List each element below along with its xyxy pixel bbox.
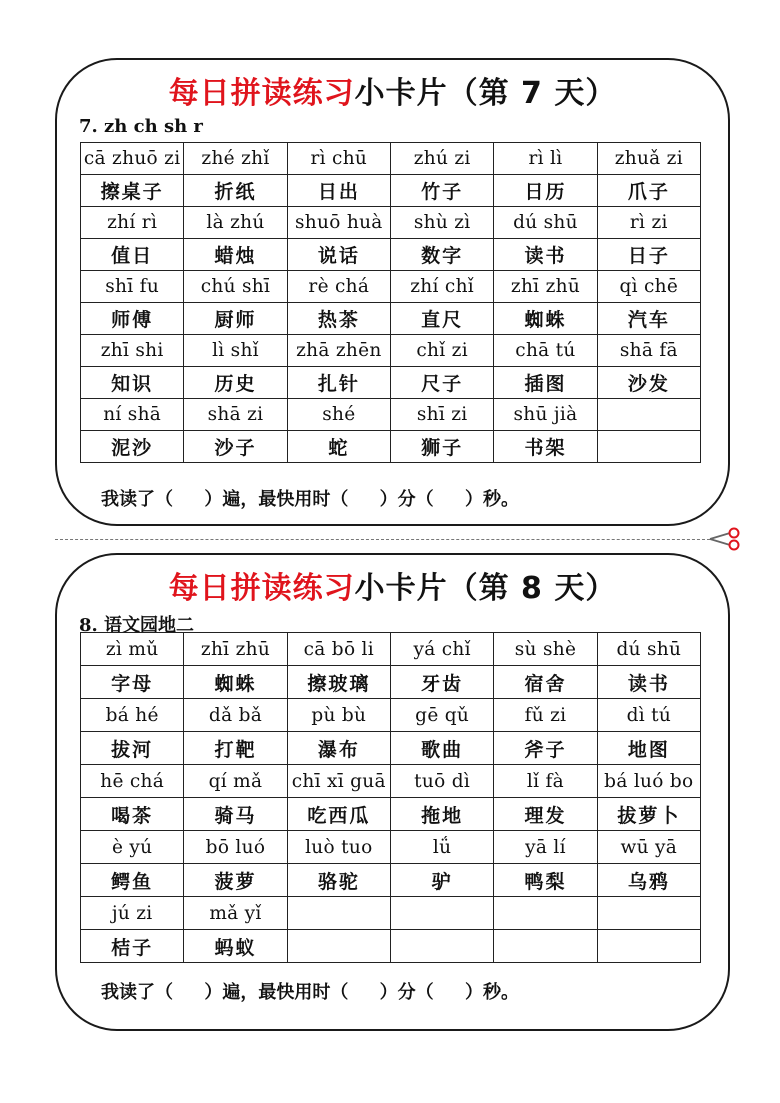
pinyin-cell: shū jià — [494, 399, 597, 431]
hanzi-row — [81, 864, 701, 897]
pinyin-cell — [494, 897, 597, 930]
title-red-part: 每日拼读练习 — [168, 76, 355, 111]
pinyin-cell: dú shū — [597, 633, 700, 666]
pinyin-row — [81, 633, 701, 666]
pinyin-cell: tuō dì — [390, 765, 493, 798]
pinyin-cell: shā zi — [184, 399, 287, 431]
pinyin-cell: ní shā — [81, 399, 184, 431]
hanzi-cell: 吃西瓜 — [287, 798, 390, 831]
practice-card-day-8 — [55, 553, 730, 1031]
hanzi-row — [81, 303, 701, 335]
hanzi-row — [81, 930, 701, 963]
pinyin-cell — [597, 399, 700, 431]
pinyin-cell: shī fu — [81, 271, 184, 303]
word-grid — [80, 142, 701, 463]
hanzi-cell: 日历 — [494, 175, 597, 207]
pinyin-cell: zhā zhēn — [287, 335, 390, 367]
lesson-subtitle: 7. zh ch sh r — [79, 116, 203, 137]
hanzi-cell: 日子 — [597, 239, 700, 271]
pinyin-cell: zì mǔ — [81, 633, 184, 666]
pinyin-cell: hē chá — [81, 765, 184, 798]
hanzi-cell: 斧子 — [494, 732, 597, 765]
pinyin-row — [81, 831, 701, 864]
pinyin-cell: chī xī guā — [287, 765, 390, 798]
card-title — [57, 68, 728, 112]
pinyin-cell: cā bō li — [287, 633, 390, 666]
hanzi-cell: 热茶 — [287, 303, 390, 335]
pinyin-cell: chú shī — [184, 271, 287, 303]
hanzi-cell: 值日 — [81, 239, 184, 271]
hanzi-row — [81, 732, 701, 765]
pinyin-cell: dì tú — [597, 699, 700, 732]
hanzi-cell — [597, 431, 700, 463]
hanzi-cell: 读书 — [494, 239, 597, 271]
hanzi-cell: 师傅 — [81, 303, 184, 335]
hanzi-row — [81, 431, 701, 463]
hanzi-cell: 理发 — [494, 798, 597, 831]
pinyin-cell: zhī zhū — [184, 633, 287, 666]
hanzi-cell: 鳄鱼 — [81, 864, 184, 897]
hanzi-cell: 尺子 — [390, 367, 493, 399]
pinyin-cell: lǘ — [390, 831, 493, 864]
pinyin-cell: qì chē — [597, 271, 700, 303]
pinyin-row — [81, 897, 701, 930]
pinyin-cell: è yú — [81, 831, 184, 864]
hanzi-cell: 桔子 — [81, 930, 184, 963]
hanzi-cell: 沙子 — [184, 431, 287, 463]
hanzi-cell: 鸭梨 — [494, 864, 597, 897]
hanzi-cell: 竹子 — [390, 175, 493, 207]
hanzi-cell: 歌曲 — [390, 732, 493, 765]
pinyin-cell: mǎ yǐ — [184, 897, 287, 930]
pinyin-cell: shuō huà — [287, 207, 390, 239]
pinyin-cell: zhī zhū — [494, 271, 597, 303]
hanzi-cell: 书架 — [494, 431, 597, 463]
pinyin-cell: zhuǎ zi — [597, 143, 700, 175]
pinyin-row — [81, 765, 701, 798]
hanzi-cell: 蜘蛛 — [494, 303, 597, 335]
hanzi-cell: 字母 — [81, 666, 184, 699]
hanzi-cell: 拖地 — [390, 798, 493, 831]
hanzi-cell: 汽车 — [597, 303, 700, 335]
pinyin-cell: jú zi — [81, 897, 184, 930]
hanzi-cell — [390, 930, 493, 963]
hanzi-cell: 扎针 — [287, 367, 390, 399]
pinyin-row — [81, 335, 701, 367]
hanzi-cell: 骑马 — [184, 798, 287, 831]
hanzi-cell: 骆驼 — [287, 864, 390, 897]
hanzi-cell: 菠萝 — [184, 864, 287, 897]
pinyin-cell: gē qǔ — [390, 699, 493, 732]
pinyin-cell: rì zi — [597, 207, 700, 239]
hanzi-cell: 数字 — [390, 239, 493, 271]
hanzi-cell: 牙齿 — [390, 666, 493, 699]
hanzi-cell: 喝茶 — [81, 798, 184, 831]
hanzi-cell: 拔河 — [81, 732, 184, 765]
pinyin-cell: shù zì — [390, 207, 493, 239]
hanzi-cell: 沙发 — [597, 367, 700, 399]
hanzi-row — [81, 666, 701, 699]
pinyin-cell: bō luó — [184, 831, 287, 864]
pinyin-cell: shī zi — [390, 399, 493, 431]
pinyin-cell: zhí chǐ — [390, 271, 493, 303]
pinyin-cell: cā zhuō zi — [81, 143, 184, 175]
pinyin-cell: sù shè — [494, 633, 597, 666]
hanzi-cell: 说话 — [287, 239, 390, 271]
pinyin-cell: là zhú — [184, 207, 287, 239]
hanzi-cell: 蛇 — [287, 431, 390, 463]
pinyin-cell: zhé zhǐ — [184, 143, 287, 175]
hanzi-cell: 厨师 — [184, 303, 287, 335]
scissors-icon — [708, 527, 742, 551]
hanzi-cell: 历史 — [184, 367, 287, 399]
hanzi-cell: 蜡烛 — [184, 239, 287, 271]
practice-card-day-7 — [55, 58, 730, 526]
lesson-subtitle: 8. 语文园地二 — [79, 615, 195, 636]
pinyin-row — [81, 399, 701, 431]
pinyin-cell: yā lí — [494, 831, 597, 864]
pinyin-cell: pù bù — [287, 699, 390, 732]
hanzi-cell: 擦玻璃 — [287, 666, 390, 699]
pinyin-row — [81, 143, 701, 175]
hanzi-cell: 拔萝卜 — [597, 798, 700, 831]
pinyin-cell: lì shǐ — [184, 335, 287, 367]
pinyin-cell — [390, 897, 493, 930]
hanzi-cell — [494, 930, 597, 963]
pinyin-cell: rì chū — [287, 143, 390, 175]
hanzi-row — [81, 175, 701, 207]
pinyin-cell: zhí rì — [81, 207, 184, 239]
hanzi-cell: 乌鸦 — [597, 864, 700, 897]
card-title — [57, 563, 728, 607]
pinyin-cell: shé — [287, 399, 390, 431]
hanzi-cell: 擦桌子 — [81, 175, 184, 207]
hanzi-cell: 爪子 — [597, 175, 700, 207]
pinyin-cell: bá hé — [81, 699, 184, 732]
pinyin-cell: dǎ bǎ — [184, 699, 287, 732]
hanzi-cell: 瀑布 — [287, 732, 390, 765]
pinyin-cell: rì lì — [494, 143, 597, 175]
pinyin-cell: bá luó bo — [597, 765, 700, 798]
reading-record-line: 我读了（ ）遍，最快用时（ ）分（ ）秒。 — [101, 982, 519, 1003]
pinyin-cell: wū yā — [597, 831, 700, 864]
hanzi-cell — [287, 930, 390, 963]
hanzi-cell: 地图 — [597, 732, 700, 765]
hanzi-row — [81, 239, 701, 271]
word-grid — [80, 632, 701, 963]
pinyin-cell: zhú zi — [390, 143, 493, 175]
title-red-part: 每日拼读练习 — [168, 571, 355, 606]
pinyin-cell: yá chǐ — [390, 633, 493, 666]
pinyin-cell: qí mǎ — [184, 765, 287, 798]
hanzi-row — [81, 798, 701, 831]
pinyin-cell: dú shū — [494, 207, 597, 239]
pinyin-row — [81, 271, 701, 303]
pinyin-cell — [287, 897, 390, 930]
hanzi-cell: 蜘蛛 — [184, 666, 287, 699]
hanzi-cell: 插图 — [494, 367, 597, 399]
reading-record-line: 我读了（ ）遍，最快用时（ ）分（ ）秒。 — [101, 489, 519, 510]
pinyin-cell — [597, 897, 700, 930]
title-black-part: 小卡片（第 7 天） — [354, 76, 617, 111]
hanzi-row — [81, 367, 701, 399]
pinyin-row — [81, 207, 701, 239]
pinyin-cell: shā fā — [597, 335, 700, 367]
hanzi-cell: 驴 — [390, 864, 493, 897]
hanzi-cell: 直尺 — [390, 303, 493, 335]
hanzi-cell: 狮子 — [390, 431, 493, 463]
hanzi-cell: 读书 — [597, 666, 700, 699]
hanzi-cell: 知识 — [81, 367, 184, 399]
hanzi-cell: 蚂蚁 — [184, 930, 287, 963]
pinyin-cell: chǐ zi — [390, 335, 493, 367]
dashed-cut-line — [55, 539, 710, 540]
pinyin-row — [81, 699, 701, 732]
hanzi-cell: 宿舍 — [494, 666, 597, 699]
title-black-part: 小卡片（第 8 天） — [354, 571, 617, 606]
hanzi-cell: 日出 — [287, 175, 390, 207]
pinyin-cell: fǔ zi — [494, 699, 597, 732]
hanzi-cell — [597, 930, 700, 963]
hanzi-cell: 泥沙 — [81, 431, 184, 463]
hanzi-cell: 折纸 — [184, 175, 287, 207]
pinyin-cell: zhī shi — [81, 335, 184, 367]
pinyin-cell: lǐ fà — [494, 765, 597, 798]
pinyin-cell: chā tú — [494, 335, 597, 367]
pinyin-cell: rè chá — [287, 271, 390, 303]
pinyin-cell: luò tuo — [287, 831, 390, 864]
hanzi-cell: 打靶 — [184, 732, 287, 765]
